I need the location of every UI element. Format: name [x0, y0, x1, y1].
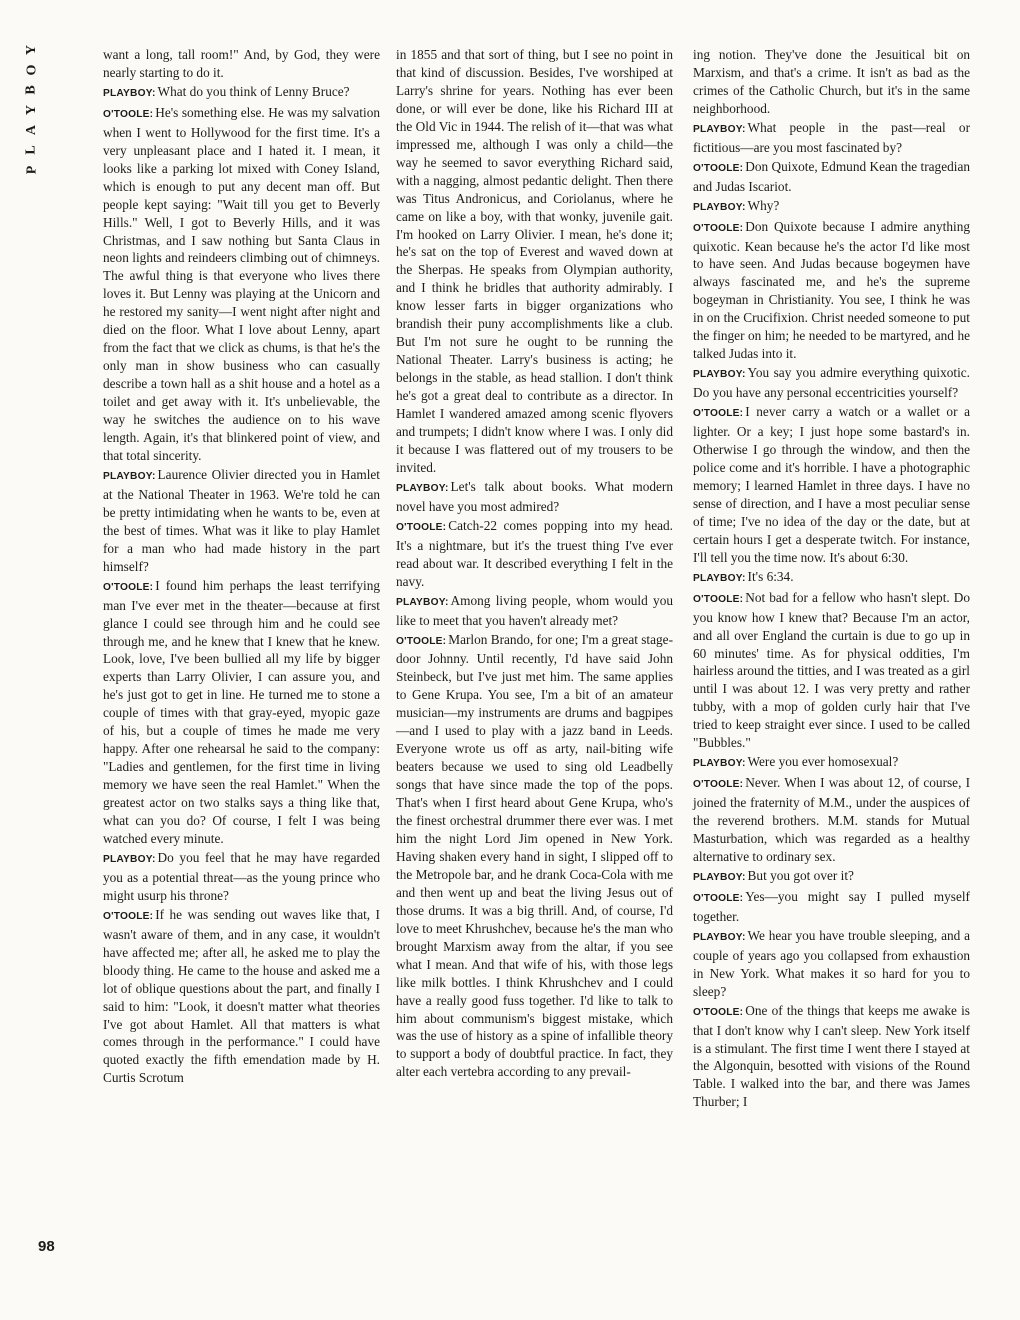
interview-paragraph: [693, 119, 970, 157]
paragraph-text: in 1855 and that sort of thing, but I see no point in that kind of discussion. Besides, I've worshiped at Larry's shrine for years. Nothing has ever been done, or will ever be done, like his Richard III at the Old Vic in 1944. The relish of it—that was what impressed me, although I was only a child—the way he seemed to savor everything Richard said, with a nagging, almost pedantic delight. Then there was Titus Andronicus, and Coriolanus, where he came on like a boy, with that wonky, juvenile gait. I'm hooked on Larry Olivier. I mean, he's done it; he's sat on the top of Everest and waved down at the Sherpas. He speaks from Olympian authority, and I think he bridles that authority admirably. I know lesser farts in bigger organizations who brandish their puny accomplishments like a club. But I'm not sure he ought to be running the National Theater. Larry's business is acting; he belongs in the stable, as head stallion. I don't think he's got a great deal to contribute as a director. In Hamlet I wandered amazed among scenic flyovers and trumpets; I didn't know where I was. I only did it because I was flattered out of my trousers to be invited.: [396, 47, 673, 475]
speaker-label: O'TOOLE:: [396, 521, 447, 533]
speaker-label: O'TOOLE:: [396, 635, 447, 647]
interview-paragraph: [693, 1002, 970, 1112]
interview-paragraph: [693, 774, 970, 866]
paragraph-text: It's 6:34.: [747, 568, 794, 584]
interview-paragraph: [693, 158, 970, 196]
interview-paragraph: [396, 478, 673, 516]
paragraph-text: Not bad for a fellow who hasn't slept. Do you know how I knew that? Because I'm an actor, and all over England the curtain is due to go up in 60 minutes' time. As for physical oddities, I'm hairless around the titties, and I was treated as a girl until I was about 12. I was very pretty and rather tubby, with a mop of golden curly hair that I've tried to keep straight ever since. I used to be called "Bubbles.": [693, 589, 970, 751]
masthead-letter: L: [24, 145, 39, 155]
text-column-3: [693, 46, 970, 1111]
paragraph-text: Yes—you might say I pulled myself together.: [693, 888, 970, 924]
masthead-letter: A: [24, 124, 39, 136]
interview-paragraph: [693, 888, 970, 926]
paragraph-text: I never carry a watch or a wallet or a lighter. Or a key; I just hope some bastard's in. Otherwise I go through the window, and then the police come and it's horrible. I have a photographic memory; I learned Hamlet in three days. I have no sense of direction, and I have a most peculiar sense of time; I've no idea of the day or the date, but at certain hours I get a desperate twitch. For instance, I'll tell you the time now. It's about 6:30.: [693, 404, 970, 565]
speaker-label: O'TOOLE:: [103, 910, 154, 922]
interview-paragraph: [693, 753, 970, 773]
speaker-label: PLAYBOY:: [693, 758, 746, 770]
speaker-label: PLAYBOY:: [693, 931, 746, 943]
masthead-letter: P: [24, 165, 39, 175]
text-column-2: [396, 46, 673, 1081]
paragraph-text: What do you think of Lenny Bruce?: [157, 83, 350, 99]
speaker-label: PLAYBOY:: [103, 470, 156, 482]
paragraph-text: One of the things that keeps me awake is that I don't know why I can't sleep. New York itself is a stimulant. The first time I went there I stayed at the Algonquin, besotted with visions of the Round Table. I walked into the bar, and there was James Thurber; I: [693, 1002, 970, 1110]
interview-paragraph: [693, 403, 970, 567]
interview-paragraph: [693, 364, 970, 402]
paragraph-text: He's something else. He was my salvation when I went to Hollywood for the first time. It's a very unpleasant place and I hated it. I mean, it looks like a parking lot mixed with Coney Island, which is enough to put any decent man off. But people kept saying: "Wait till you get to Beverly Hills." Well, I got to Beverly Hills, and it was Christmas, and I saw nothing but Santa Claus in neon lights and reindeers climbing out of chimneys. The awful thing is that everyone who lives there loves it. But Lenny was playing at the Unicorn and he restored my sanity—I went night after night and died on the floor. What I love about Lenny, apart from the fact that we click as chums, is that he's the only man in show business who can casually describe a town hall as a shit house and a hotel as a toilet and get away with it. It's unbelievable, the way he switches the audience on to his wave length. Again, it's that blinkered point of view, and that total sincerity.: [103, 104, 380, 463]
paragraph-text: Why?: [747, 197, 780, 213]
interview-paragraph: [693, 927, 970, 1001]
interview-paragraph: [396, 631, 673, 1082]
interview-paragraph: [693, 568, 970, 588]
interview-paragraph: [693, 218, 970, 364]
interview-paragraph: [396, 46, 673, 477]
paragraph-text: Among living people, whom would you like to meet that you haven't already met?: [396, 592, 673, 628]
speaker-label: O'TOOLE:: [693, 222, 744, 234]
interview-paragraph: [103, 906, 380, 1088]
masthead-letter: Y: [24, 104, 39, 116]
speaker-label: PLAYBOY:: [396, 596, 449, 608]
interview-paragraph: [693, 197, 970, 217]
interview-paragraph: [693, 46, 970, 118]
speaker-label: PLAYBOY:: [396, 482, 449, 494]
interview-paragraph: [103, 466, 380, 576]
paragraph-text: Laurence Olivier directed you in Hamlet at the National Theater in 1963. We're told he can be pretty intimidating when he wants to be, even at the best of times. What was it like to play Hamlet for a man who had made history in the part himself?: [103, 466, 380, 574]
paragraph-text: Never. When I was about 12, of course, I joined the fraternity of M.M., under the auspices of the reverend brothers. M.M. stands for Mutual Masturbation, which was regarded as a healthy alternative to ordinary sex.: [693, 775, 970, 864]
speaker-label: O'TOOLE:: [103, 581, 154, 593]
speaker-label: PLAYBOY:: [693, 572, 746, 584]
paragraph-text: What people in the past—real or fictitious—are you most fascinated by?: [693, 119, 970, 155]
masthead-letter: O: [23, 64, 39, 76]
paragraph-text: Marlon Brando, for one; I'm a great stage-door Johnny. Until recently, I'd have said John Steinbeck, but I've just met him. The same applies to Gene Krupa. You see, I'm a bit of an amateur musician—my instruments are drums and bagpipes—and I used to play with a jazz band in Leeds. Everyone wrote us off as arty, nail-biting wife beaters because we used to sing old Leadbelly songs that have since made the top of the pops. That's when I first heard about Gene Krupa, who's the finest orchestral drummer there ever was. I met him the night Lord Jim opened in New York. Having shaken every hand in sight, I slipped off to the Metropole bar, and he drank Coca-Cola with me and then went up and beat the living Jesus out of those drums. It was a big thrill. And, of course, I'd love to meet Khrushchev, because he's the man who brought Marxism away from the altar, if you see what I mean. And that wife of his, with those legs like milk bottles. I think Khrushchev and I could have a really good fuss together. I'd like to talk to him about communism's biggest mistake, which was the use of history as a spine of infallible theory to support a body of doubtful practice. In fact, they alter each vertebra according to any prevail-: [396, 631, 673, 1080]
paragraph-text: want a long, tall room!" And, by God, they were nearly starting to do it.: [103, 47, 380, 80]
masthead-letter: Y: [24, 44, 39, 56]
speaker-label: O'TOOLE:: [693, 162, 744, 174]
paragraph-text: Catch-22 comes popping into my head. It's a nightmare, but it's the truest thing I've ever read about war. It described everything I felt in the navy.: [396, 517, 673, 589]
playboy-masthead-vertical: [20, 40, 44, 180]
speaker-label: O'TOOLE:: [693, 1006, 744, 1018]
speaker-label: PLAYBOY:: [103, 853, 156, 865]
paragraph-text: Don Quixote because I admire anything quixotic. Kean because he's the actor I'd like most to have seen. And Judas because bogeymen have always fascinated me, and he's the supreme bogeyman in Christianity. You see, I think he was in on the Crucifixion. Christ needed someone to put the finger on him; he needed to be martyred, and he talked Judas into it.: [693, 218, 970, 362]
paragraph-text: I found him perhaps the least terrifying man I've ever met in the theater—because at first glance I could see through him and he could see through me, and he knew that I knew that he knew. Look, love, I've been bullied all my life by bigger experts than Larry Olivier, I can assure you, and he's just got to get in line. He turned me to stone a couple of times with that gray-eyed, myopic gaze of his, but a couple of times he made me very happy. After one rehearsal he said to the company: "Ladies and gentlemen, for the first time in living memory we have seen the real Hamlet." When the greatest actor on two stalks says a thing like that, what can you do? Of course, I felt I was being watched every minute.: [103, 577, 380, 846]
paragraph-text: ing notion. They've done the Jesuitical bit on Marxism, and that's a crime. It isn't as bad as the crimes of the Catholic Church, but it's in the same neighborhood.: [693, 47, 970, 116]
speaker-label: O'TOOLE:: [693, 593, 744, 605]
paragraph-text: But you got over it?: [747, 867, 854, 883]
speaker-label: O'TOOLE:: [693, 779, 744, 791]
interview-paragraph: [396, 517, 673, 591]
paragraph-text: We hear you have trouble sleeping, and a couple of years ago you collapsed from exhaustion in New York. What makes it so hard for you to sleep?: [693, 927, 970, 999]
speaker-label: PLAYBOY:: [693, 871, 746, 883]
interview-paragraph: [396, 592, 673, 630]
interview-paragraph: [103, 577, 380, 848]
paragraph-text: Let's talk about books. What modern novel have you most admired?: [396, 478, 673, 514]
interview-paragraph: [693, 589, 970, 753]
speaker-label: PLAYBOY:: [693, 201, 746, 213]
paragraph-text: Don Quixote, Edmund Kean the tragedian and Judas Iscariot.: [693, 158, 970, 194]
speaker-label: O'TOOLE:: [103, 108, 154, 120]
paragraph-text: Were you ever homosexual?: [747, 754, 899, 770]
page-number: 98: [38, 1238, 55, 1255]
interview-paragraph: [103, 849, 380, 905]
interview-paragraph: [103, 46, 380, 82]
interview-paragraph: [693, 867, 970, 887]
speaker-label: O'TOOLE:: [693, 408, 744, 420]
paragraph-text: If he was sending out waves like that, I wasn't aware of them, and in any case, it wouldn't have affected me; after all, he asked me to play the bloody thing. He came to the house and asked me a lot of oblique questions about the part, and finally I said to him: "Look, it doesn't matter what theories I've got about Hamlet. All that matters is what comes through in the performance." I could have quoted exactly the fifth emendation made by H. Curtis Scrotum: [103, 906, 380, 1086]
speaker-label: PLAYBOY:: [103, 87, 156, 99]
speaker-label: O'TOOLE:: [693, 892, 744, 904]
interview-paragraph: [103, 83, 380, 103]
interview-paragraph: [103, 104, 380, 465]
paragraph-text: You say you admire everything quixotic. Do you have any personal eccentricities yourself?: [693, 365, 970, 401]
text-column-1: [103, 46, 380, 1087]
speaker-label: PLAYBOY:: [693, 369, 746, 381]
masthead-letter: B: [24, 85, 39, 95]
paragraph-text: Do you feel that he may have regarded you as a potential threat—as the young prince who might usurp his throne?: [103, 849, 380, 903]
speaker-label: PLAYBOY:: [693, 123, 746, 135]
